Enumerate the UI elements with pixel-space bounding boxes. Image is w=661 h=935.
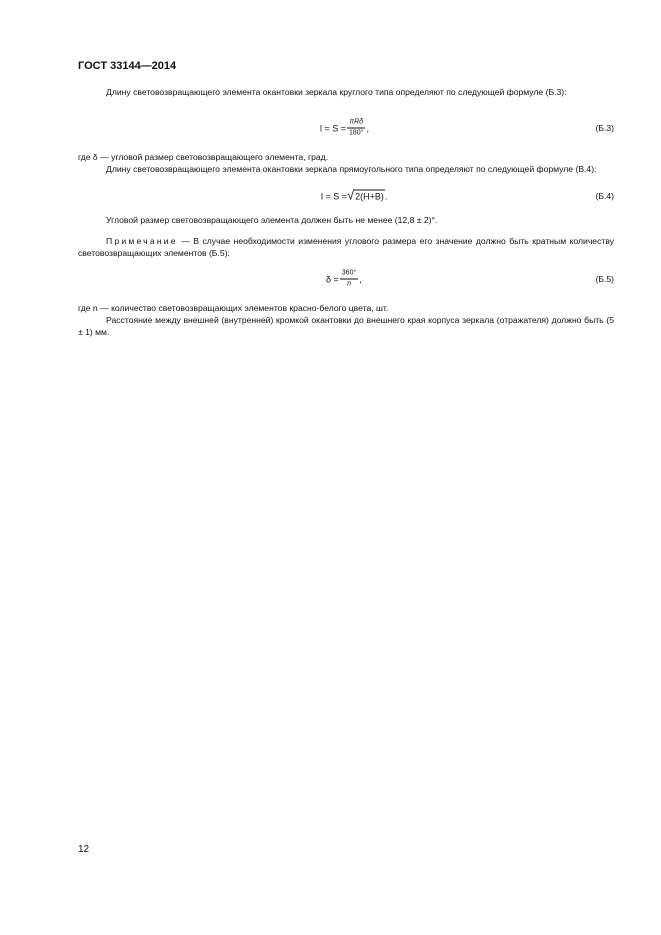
formula-b5-expression xyxy=(326,269,362,290)
note-label: Примечание xyxy=(106,236,178,246)
paragraph-rectangular-length: Длину световозвращающего элемента окантовки зеркала прямоугольного типа определяют по следующей формуле (В.4): xyxy=(106,164,597,174)
formula-b5-lhs: δ = xyxy=(326,274,339,284)
formula-b3-tail: , xyxy=(366,123,370,133)
document-header: ГОСТ 33144—2014 xyxy=(78,60,177,72)
formula-b5-numerator: 360° xyxy=(340,269,358,280)
page-number: 12 xyxy=(78,844,90,855)
formula-b4-expression xyxy=(321,187,388,203)
paragraph-delta-definition: где δ — угловой размер световозвращающего элемента, град. xyxy=(78,152,329,162)
formula-b3 xyxy=(78,116,614,140)
formula-b4-tail: . xyxy=(384,191,388,201)
formula-b3-fraction xyxy=(347,118,365,139)
formula-b5-fraction xyxy=(340,269,358,290)
paragraph-angular-size: Угловой размер световозвращающего элемента должен быть не менее (12,8 ± 2)°. xyxy=(106,215,438,225)
formula-b4 xyxy=(78,184,614,208)
note-text: — В случае необходимости изменения углового размера его значение должно быть кратным количеству световозвращающих элементов (Б.5): xyxy=(78,236,614,258)
formula-b3-numerator: πRδ xyxy=(347,118,365,129)
formula-b4-lhs: l = S = xyxy=(321,191,348,201)
formula-b3-expression xyxy=(320,118,369,139)
paragraph-edge-distance: Расстояние между внешней (внутренней) кромкой окантовки до внешнего края корпуса зеркала (отражателя) должно быть (5 ± 1) мм. xyxy=(78,315,614,337)
formula-b4-radicand: 2(H+B) xyxy=(355,191,384,202)
formula-b4-sqrt xyxy=(347,187,385,203)
formula-b5-tail: , xyxy=(359,274,362,284)
formula-b3-number: (Б.3) xyxy=(595,123,614,133)
formula-b4-number: (Б.4) xyxy=(595,191,614,201)
paragraph-circular-length: Длину световозвращающего элемента окантовки зеркала круглого типа определяют по следующей формуле (Б.3): xyxy=(106,87,567,97)
formula-b3-denominator: 180° xyxy=(349,129,364,137)
formula-b3-lhs: l = S = xyxy=(320,123,347,133)
sqrt-sign-icon: √ xyxy=(347,187,355,203)
formula-b5-denominator: n xyxy=(347,280,351,288)
formula-b5-number: (Б.5) xyxy=(595,274,614,284)
paragraph-n-definition: где n — количество световозвращающих элементов красно-белого цвета, шт. xyxy=(78,303,389,313)
formula-b5 xyxy=(78,267,614,291)
note-paragraph xyxy=(78,235,614,259)
